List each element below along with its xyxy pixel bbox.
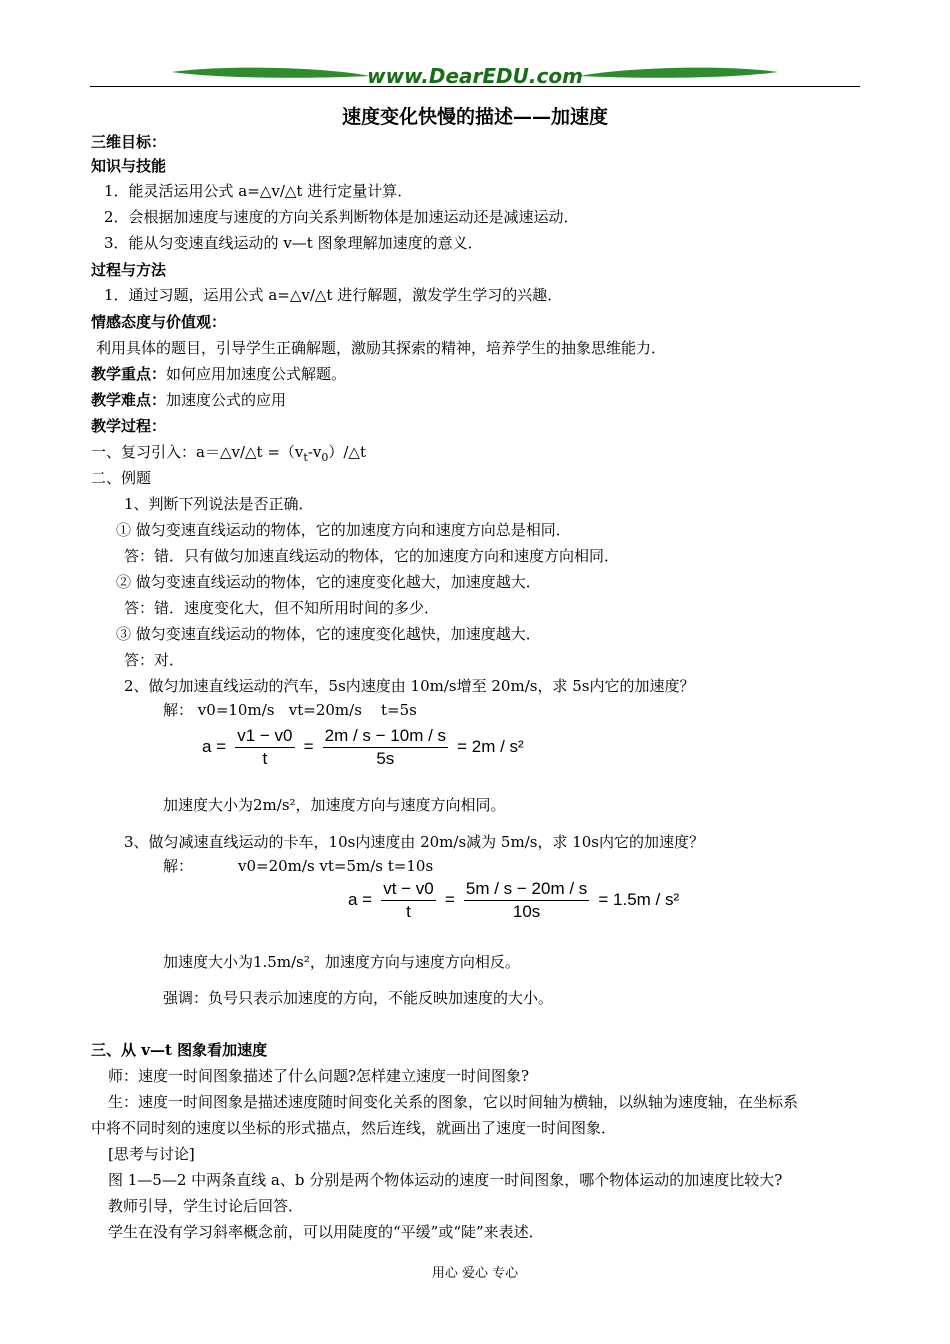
key-point-label: 教学重点： [91, 365, 167, 383]
section1-mid: -v [307, 443, 322, 461]
q3-result: 加速度大小为1.5m/s²，加速度方向与速度方向相反。 [163, 953, 520, 971]
emotion-label: 情感态度与价值观： [91, 313, 227, 331]
q1-answer-1: 答：错．只有做匀加速直线运动的物体，它的加速度方向和速度方向相同． [124, 547, 620, 565]
goals-label: 三维目标： [91, 133, 167, 151]
q3-den-2: 10s [512, 902, 541, 921]
q3-emphasis: 强调：负号只表示加速度的方向，不能反映加速度的大小。 [163, 989, 554, 1007]
q1-statement-2: ② 做匀变速直线运动的物体，它的速度变化越大，加速度越大． [116, 573, 541, 591]
page-title: 速度变化快慢的描述——加速度 [341, 106, 608, 128]
q2-fraction-1 [235, 725, 294, 770]
q1-text: 1、判断下列说法是否正确． [124, 495, 314, 513]
section3-discussion: [思考与讨论] [108, 1145, 195, 1163]
q2-fraction-2 [323, 725, 448, 770]
section3-label: 三、从 v—t 图象看加速度 [91, 1041, 268, 1059]
q3-formula-result: = 1.5m / s² [598, 890, 680, 909]
difficulty-label: 教学难点： [91, 391, 167, 409]
section3-student-line2: 中将不同时刻的速度以坐标的形式描点，然后连线，就画出了速度一时间图象． [91, 1119, 617, 1137]
key-point-text: 如何应用加速度公式解题。 [166, 365, 347, 383]
page-footer: 用心 爱心 专心 [431, 1266, 519, 1281]
q2-formula-result: = 2m / s² [457, 737, 524, 756]
q1-statement-3: ③ 做匀变速直线运动的物体，它的速度变化越快，加速度越大． [116, 625, 541, 643]
q2-formula-eq: = [303, 737, 314, 756]
q3-given-label: 解： [163, 857, 194, 875]
q3-formula [348, 878, 679, 923]
q2-formula-lhs: a = [202, 737, 227, 756]
key-point [91, 364, 346, 384]
q2-num-2: 2m / s − 10m / s [324, 726, 447, 745]
q2-den-2: 5s [376, 749, 395, 768]
section3-guide: 教师引导，学生讨论后回答． [108, 1197, 304, 1215]
q3-formula-lhs: a = [348, 890, 373, 909]
process-heading: 教学过程： [91, 417, 167, 435]
q1-answer-2: 答：错．速度变化大，但不知所用时间的多少． [124, 599, 440, 617]
q3-fraction-1 [381, 878, 436, 923]
knowledge-item-3: 3．能从匀变速直线运动的 v—t 图象理解加速度的意义． [104, 234, 483, 252]
q1-statement-1: ① 做匀变速直线运动的物体，它的加速度方向和速度方向总是相同． [116, 521, 571, 539]
q3-den-1: t [406, 902, 411, 921]
process-item-1: 1．通过习题，运用公式 a=△v/△t 进行解题，激发学生学习的兴趣． [104, 286, 563, 304]
section1-prefix: 一、复习引入：a＝△v/△t =（v [91, 443, 304, 461]
section1-review [91, 442, 366, 468]
section3-teacher: 师：速度一时间图象描述了什么问题?怎样建立速度一时间图象? [108, 1067, 530, 1085]
header-logo-text: www.DearEDU.com [367, 64, 583, 88]
section2-label: 二、例题 [91, 469, 152, 487]
q3-text: 3、做匀减速直线运动的卡车，10s内速度由 20m/s减为 5m/s，求 10s内它的加速度？ [124, 833, 705, 851]
q2-result: 加速度大小为2m/s²，加速度方向与速度方向相同。 [163, 796, 506, 814]
knowledge-item-1: 1．能灵活运用公式 a=△v/△t 进行定量计算． [104, 182, 413, 200]
q2-formula [202, 725, 524, 770]
section3-student-line1: 生：速度一时间图象是描述速度随时间变化关系的图象，它以时间轴为横轴，以纵轴为速度轴，在坐标系 [108, 1093, 799, 1111]
section1-suffix: ）/△t [328, 443, 366, 461]
q2-t: t=5s [380, 701, 417, 719]
process-label: 过程与方法 [91, 261, 167, 279]
q3-num-2: 5m / s − 20m / s [465, 879, 588, 898]
q3-fraction-2 [464, 878, 589, 923]
header-rule [90, 86, 860, 87]
difficulty-text: 加速度公式的应用 [166, 391, 287, 409]
emotion-text: 利用具体的题目，引导学生正确解题，激励其探索的精神，培养学生的抽象思维能力． [96, 339, 667, 357]
q3-formula-eq: = [444, 890, 455, 909]
difficulty [91, 390, 286, 410]
q3-num-1: vt − v0 [383, 879, 434, 898]
section3-figure-question: 图 1—5—2 中两条直线 a、b 分别是两个物体运动的速度一时间图象，哪个物体运动的加速度比较大? [108, 1171, 783, 1189]
section3-note: 学生在没有学习斜率概念前，可以用陡度的“平缓”或“陡”来表述． [108, 1223, 544, 1241]
q2-v0: v0=10m/s [197, 701, 275, 719]
knowledge-label: 知识与技能 [91, 157, 167, 175]
knowledge-item-2: 2．会根据加速度与速度的方向关系判断物体是加速运动还是减速运动． [104, 208, 579, 226]
q2-text: 2、做匀加速直线运动的汽车，5s内速度由 10m/s增至 20m/s，求 5s内它的加速度？ [124, 677, 695, 695]
q2-vt: vt=20m/s [288, 701, 362, 719]
q1-answer-3: 答：对． [124, 651, 185, 669]
section1-sub-0: 0 [321, 451, 329, 464]
q2-num-1: v1 − v0 [237, 726, 293, 745]
header-logo [170, 62, 780, 88]
q2-den-1: t [262, 749, 268, 768]
section1-sub-t: t [303, 451, 308, 464]
q2-solution-label: 解： [163, 701, 194, 719]
q3-given: v0=20m/s vt=5m/s t=10s [238, 857, 434, 875]
q2-given [163, 700, 417, 720]
